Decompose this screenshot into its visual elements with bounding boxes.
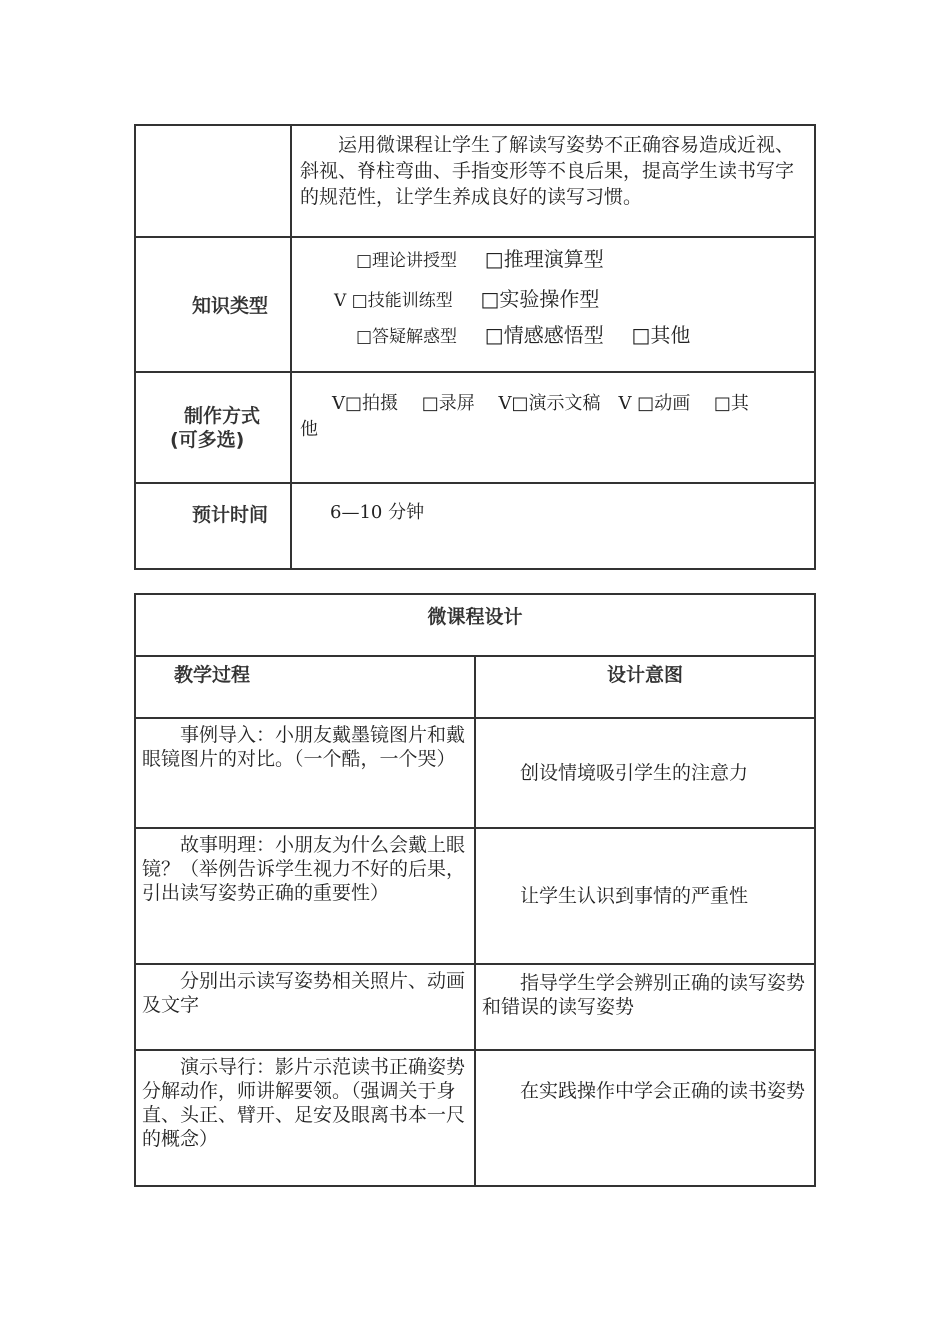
col-header-intent: 设计意图 xyxy=(475,656,815,718)
process-text: 演示导行：影片示范读书正确姿势分解动作，师讲解要领。（强调关于身直、头正、臂开、足安及眼离书本一尺的概念） xyxy=(142,1056,466,1150)
intent-cell xyxy=(475,1050,815,1186)
option-other[interactable]: □其他 xyxy=(631,323,691,347)
intro-cell xyxy=(291,125,815,237)
knowledge-type-label: 知识类型 xyxy=(135,237,291,372)
micro-course-design-table xyxy=(134,593,816,1187)
process-text: 故事明理：小朋友为什么会戴上眼镜？（举例告诉学生视力不好的后果，引出读写姿势正确的重要性） xyxy=(142,834,466,904)
time-label: 预计时间 xyxy=(135,483,291,569)
time-cell xyxy=(291,483,815,569)
production-options-line2: 他 xyxy=(300,419,318,440)
intent-text: 指导学生学会辨别正确的读写姿势和错误的读写姿势 xyxy=(482,972,806,1018)
process-cell xyxy=(135,718,475,828)
option-skill-training[interactable]: V □技能训练型 xyxy=(334,291,453,311)
process-cell xyxy=(135,1050,475,1186)
lesson-info-table xyxy=(134,124,816,570)
process-cell xyxy=(135,964,475,1050)
process-text: 事例导入：小朋友戴墨镜图片和戴眼镜图片的对比。（一个酷，一个哭） xyxy=(142,724,466,770)
intent-cell xyxy=(475,828,815,964)
option-experiment[interactable]: □实验操作型 xyxy=(480,287,600,311)
process-cell xyxy=(135,828,475,964)
col-header-process: 教学过程 xyxy=(135,656,475,718)
option-reasoning[interactable]: □推理演算型 xyxy=(484,247,604,271)
knowledge-type-options xyxy=(291,237,815,372)
intro-text: 运用微课程让学生了解读写姿势不正确容易造成近视、斜视、脊柱弯曲、手指变形等不良后果，提高学生读书写字的规范性，让学生养成良好的读写习惯。 xyxy=(300,134,795,208)
production-options-line1[interactable]: V□拍摄 □录屏 V□演示文稿 V □动画 □其 xyxy=(332,393,749,414)
production-label-line1: 制作方式 xyxy=(184,404,261,427)
production-options xyxy=(291,372,815,483)
option-emotion[interactable]: □情感感悟型 xyxy=(484,323,604,347)
option-qa[interactable]: □答疑解惑型 xyxy=(356,327,458,347)
option-theory[interactable]: □理论讲授型 xyxy=(356,251,458,271)
empty-label-cell xyxy=(135,125,291,237)
intent-cell xyxy=(475,964,815,1050)
production-label xyxy=(135,372,291,483)
intent-text: 让学生认识到事情的严重性 xyxy=(520,885,749,907)
time-value: 6—10 分钟 xyxy=(330,502,425,523)
production-label-line2: (可多选) xyxy=(170,428,245,451)
intent-text: 创设情境吸引学生的注意力 xyxy=(520,762,749,784)
process-text: 分别出示读写姿势相关照片、动画及文字 xyxy=(142,970,466,1016)
intent-text: 在实践操作中学会正确的读书姿势 xyxy=(520,1080,806,1102)
intent-cell xyxy=(475,718,815,828)
design-table-title: 微课程设计 xyxy=(135,594,815,656)
